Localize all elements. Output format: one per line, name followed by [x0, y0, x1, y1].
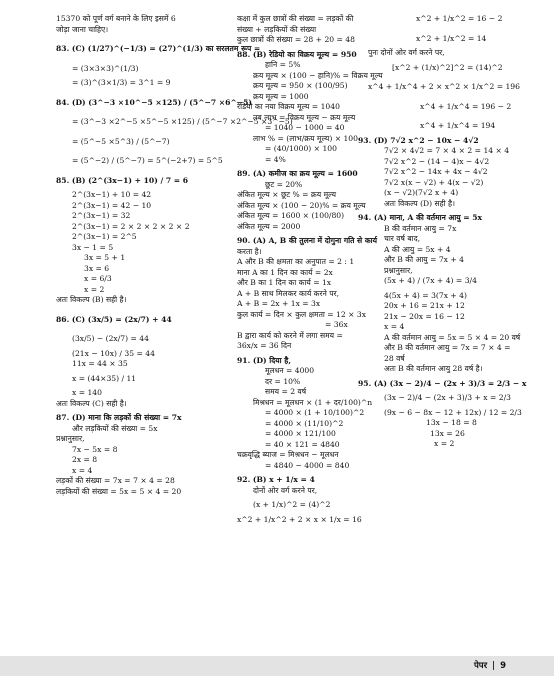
solution-line: क्रय मूल्य × (100 − हानि)% = विक्रय मूल्य: [253, 70, 383, 80]
solution-line: = (3×3×3)^(1/3): [72, 63, 139, 73]
solution-line: x^4 + 1/x^4 + 2 × x^2 × 1/x^2 = 196: [368, 82, 520, 91]
question-95: 95. (A) (3x − 2)/4 − (2x + 3)/3 = 2/3 − x: [358, 378, 527, 388]
solution-line: = 4%: [265, 154, 286, 164]
solution-line: A की आयु = 5x + 4: [384, 244, 451, 254]
solution-line: अंकित मूल्य × (100 − 20)% = क्रय मूल्य: [237, 200, 366, 210]
solution-line: करता है।: [237, 246, 262, 256]
solution-line: 36x/x = 36 दिन: [237, 341, 292, 350]
solution-line: = 4840 − 4000 = 840: [265, 460, 350, 470]
solution-line: 7√2 × 4√2 = 7 × 4 × 2 = 14 × 4: [384, 146, 510, 155]
solution-line: 3x = 5 + 1: [84, 253, 126, 262]
solution-line: = 4000 × (1 + 10/100)^2: [265, 408, 365, 417]
solution-line: अंकित मूल्य × छूट % = क्रय मूल्य: [237, 190, 336, 199]
solution-line: और B की आयु = 7x + 4: [384, 255, 464, 264]
solution-line: = (3^−3 ×2^−5 ×5^−5 ×125) / (5^−7 ×2^−5 ×3^−5): [72, 117, 293, 126]
solution-line: छूट = 20%: [265, 179, 303, 189]
answer-note: अतः विकल्प (C) सही है।: [56, 398, 127, 408]
solution-line: (9x − 6 − 8x − 12 + 12x) / 12 = 2/3: [384, 407, 522, 417]
solution-line: = (40/1000) × 100: [265, 144, 337, 153]
question-86: 86. (C) (3x/5) = (2x/7) + 44: [56, 314, 172, 324]
solution-line: 13x = 26: [430, 428, 465, 438]
text-line: कक्षा में कुल छात्रों की संख्या = लड़कों की: [237, 14, 354, 23]
solution-line: A + B साथ मिलकर कार्य करने पर,: [237, 288, 340, 298]
solution-line: 2^(3x−1) = 2 × 2 × 2 × 2 × 2: [72, 221, 190, 231]
solution-line: लड़कियों की संख्या = 5x = 5 × 4 = 20: [56, 486, 182, 496]
solution-line: 2x = 8: [72, 455, 98, 464]
solution-line: कुल कार्य = दिन × कुल क्षमता = 12 × 3x: [237, 309, 367, 319]
solution-line: 2^(3x−1) = 32: [72, 211, 131, 220]
solution-line: प्रश्नानुसार,: [56, 434, 85, 443]
question-83: 83. (C) (1/27)^(−1/3) = (27)^(1/3) का सरलतम रूप =: [56, 44, 261, 53]
solution-line: अंकित मूल्य = 2000: [237, 221, 301, 231]
question-94: 94. (A) माना, A की वर्तमान आयु = 5x: [358, 213, 483, 222]
solution-line: दोनों ओर वर्ग करने पर,: [253, 485, 318, 495]
solution-line: माना A का 1 दिन का कार्य = 2x: [237, 267, 333, 277]
solution-line: और B की वर्तमान आयु = 7x = 7 × 4 =: [384, 343, 511, 352]
solution-line: (3x/5) − (2x/7) = 44: [72, 334, 149, 343]
solution-line: तब लाभ = विक्रय मूल्य − क्रय मूल्य: [253, 112, 356, 122]
column-middle: [237, 14, 383, 525]
solution-line: x = 140: [72, 388, 102, 397]
solution-line: x^2 + 1/x^2 = 14: [416, 33, 487, 43]
solution-line: A की वर्तमान आयु = 5x = 5 × 4 = 20 वर्ष: [384, 332, 521, 342]
solution-line: समय = 2 वर्ष: [265, 387, 307, 396]
solution-line: 21x − 20x = 16 − 12: [384, 311, 465, 321]
question-85: 85. (B) (2^(3x−1) + 10) / 7 = 6: [56, 175, 189, 185]
solution-line: 7√2 x^2 − (14 − 4)x − 4√2: [384, 156, 490, 166]
text-line: 15370 को पूर्ण वर्ग बनाने के लिए इसमें 6: [56, 14, 176, 23]
solution-line: = (5^−5 ×5^3) / (5^−7): [72, 136, 170, 146]
solution-line: (21x − 10x) / 35 = 44: [72, 348, 155, 358]
solution-line: = 1040 − 1000 = 40: [265, 123, 345, 132]
footer-label: पेपर: [473, 661, 488, 671]
solution-line: क्रय मूल्य = 1000: [253, 91, 309, 101]
solution-line: रेडियो का नया विक्रय मूल्य = 1040: [237, 102, 340, 111]
page-number: 9: [500, 661, 506, 671]
page-footer: [474, 660, 506, 671]
solution-line: 28 वर्ष: [384, 353, 405, 363]
solution-line: क्रय मूल्य = 950 × (100/95): [253, 81, 348, 90]
question-87: 87. (D) माना कि लड़कों की संख्या = 7x: [56, 413, 182, 422]
solution-line: 2^(3x−1) = 2^5: [72, 232, 137, 241]
solution-line: [x^2 + (1/x)^2]^2 = (14)^2: [392, 62, 503, 72]
footer-bar: [0, 656, 554, 676]
footer-divider: [493, 661, 494, 670]
solution-line: 7√2 x^2 − 14x + 4x − 4√2: [384, 167, 488, 176]
solution-line: और B का 1 दिन का कार्य = 1x: [237, 278, 332, 287]
solution-line: x = 2: [84, 284, 105, 294]
column-right: [358, 14, 530, 450]
solution-line: हानि = 5%: [265, 60, 301, 69]
solution-line: दर = 10%: [265, 376, 301, 386]
solution-line: 20x + 16 = 21x + 12: [384, 301, 465, 310]
solution-line: 7x − 5x = 8: [72, 444, 118, 454]
question-90: 90. (A) A, B की तुलना में दोगुना गति से कार्य: [237, 236, 378, 245]
solution-line: x^4 + 1/x^4 = 196 − 2: [420, 101, 512, 111]
solution-line: 4(5x + 4) = 3(7x + 4): [384, 290, 467, 300]
solution-line: मूलधन = 4000: [265, 366, 315, 375]
solution-line: 7√2 x(x − √2) + 4(x − √2): [384, 177, 484, 187]
solution-line: = 40 × 121 = 4840: [265, 439, 340, 449]
solution-line: 3x = 6: [84, 263, 110, 273]
question-84: 84. (D) (3^−3 ×10^−5 ×125) / (5^−7 ×6^−5): [56, 97, 253, 107]
solution-line: चार वर्ष बाद,: [384, 234, 421, 243]
answer-note: अतः B की वर्तमान आयु 28 वर्ष है।: [384, 364, 483, 373]
answer-note: अतः विकल्प (D) सही है।: [384, 198, 455, 208]
solution-line: x^4 + 1/x^4 = 194: [420, 121, 496, 130]
solution-line: 2^(3x−1) = 42 − 10: [72, 200, 152, 210]
solution-line: x^2 + 1/x^2 + 2 × x × 1/x = 16: [237, 514, 362, 524]
question-89: 89. (A) कमीज का क्रय मूल्य = 1600: [237, 169, 358, 178]
solution-line: और लड़कियों की संख्या = 5x: [72, 423, 158, 433]
solution-line: x = (44×35) / 11: [72, 373, 137, 383]
solution-line: x = 4: [72, 465, 93, 475]
solution-line: लाभ % = (लाभ/क्रय मूल्य) × 100: [253, 133, 358, 143]
solution-line: 13x − 18 = 8: [426, 418, 477, 427]
solution-line: (x + 1/x)^2 = (4)^2: [253, 500, 331, 509]
text-line: जोड़ा जाना चाहिए।: [56, 24, 109, 34]
solution-line: x = 2: [434, 439, 455, 448]
question-92: 92. (B) x + 1/x = 4: [237, 475, 315, 484]
solution-line: x^2 + 1/x^2 = 16 − 2: [416, 14, 503, 23]
text-line: संख्या + लड़कियों की संख्या: [237, 24, 317, 34]
solution-line: = 4000 × (11/10)^2: [265, 418, 344, 428]
solution-line: A और B की क्षमता का अनुपात = 2 : 1: [237, 257, 355, 266]
question-93: 93. (D) 7√2 x^2 − 10x − 4√2: [358, 135, 479, 145]
solution-line: x = 4: [384, 322, 405, 331]
solution-line: B द्वारा कार्य को करने में लगा समय =: [237, 330, 343, 340]
solution-line: B की वर्तमान आयु = 7x: [384, 223, 457, 233]
solution-line: (x − √2)(7√2 x + 4): [384, 188, 459, 197]
solution-line: = 4000 × 121/100: [265, 429, 336, 438]
solution-line: (5x + 4) / (7x + 4) = 3/4: [384, 276, 477, 285]
solution-line: लड़कों की संख्या = 7x = 7 × 4 = 28: [56, 476, 175, 485]
answer-note: अतः विकल्प (B) सही है।: [56, 295, 127, 304]
question-91: 91. (D) दिया है,: [237, 355, 291, 365]
solution-line: x = 6/3: [84, 274, 112, 283]
solution-line: 2^(3x−1) + 10 = 42: [72, 190, 152, 199]
solution-line: = 36x: [325, 320, 348, 329]
text-line: कुल छात्रों की संख्या = 28 + 20 = 48: [237, 35, 355, 44]
solution-line: A + B = 2x + 1x = 3x: [237, 299, 321, 308]
solution-line: = (5^−2) / (5^−7) = 5^(−2+7) = 5^5: [72, 156, 223, 165]
solution-line: प्रश्नानुसार,: [384, 265, 413, 275]
solution-line: = (3)^(3×1/3) = 3^1 = 9: [72, 78, 171, 87]
solution-line: चक्रवृद्धि ब्याज = मिश्रधन − मूलधन: [237, 450, 339, 459]
solution-line: अंकित मूल्य = 1600 × (100/80): [237, 211, 345, 220]
solution-line: (3x − 2)/4 − (2x + 3)/3 + x = 2/3: [384, 393, 511, 402]
solution-line: 11x = 44 × 35: [72, 359, 128, 368]
solution-line: पुनः दोनों ओर वर्ग करने पर,: [368, 48, 445, 57]
solution-line: 3x − 1 = 5: [72, 242, 114, 252]
question-88: 88. (B) रेडियो का विक्रय मूल्य = 950: [237, 49, 357, 59]
solution-line: मिश्रधन = मूलधन × (1 + दर/100)^n: [253, 397, 373, 407]
